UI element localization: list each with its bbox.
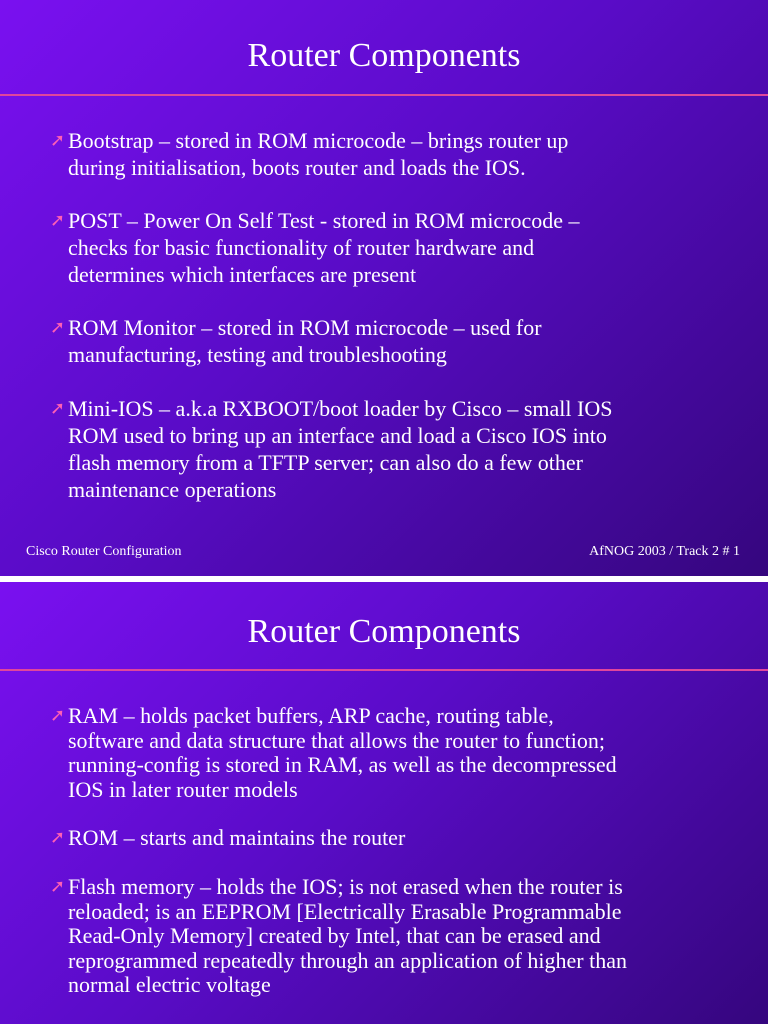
bullet-line: maintenance operations (68, 477, 277, 502)
bullet-line: ROM Monitor – stored in ROM microcode – used for (68, 315, 542, 340)
bullet-line: ROM – starts and maintains the router (68, 825, 406, 850)
bullet-line: software and data structure that allows the router to function; (68, 727, 605, 753)
slide-2 (0, 582, 768, 1024)
bullet-line: Bootstrap – stored in ROM microcode – brings router up (68, 128, 569, 153)
bullet-line: RAM – holds packet buffers, ARP cache, routing table, (68, 703, 554, 728)
bullet-line: flash memory from a TFTP server; can also do a few other (68, 450, 584, 475)
footer-page-info: AfNOG 2003 / Track 2 # 1 (589, 544, 740, 559)
bullet-line: reprogrammed repeatedly through an application of higher than (68, 947, 627, 973)
bullet-line: checks for basic functionality of router hardware and (68, 235, 535, 260)
arrow-bullet-icon: ➚ (50, 130, 66, 150)
arrow-bullet-icon: ➚ (50, 827, 66, 847)
slide-title: Router Components (247, 37, 521, 74)
bullet-line: ROM used to bring up an interface and load a Cisco IOS into (68, 423, 607, 448)
bullet-line: Flash memory – holds the IOS; is not erased when the router is (68, 874, 623, 899)
bullet-line: IOS in later router models (68, 776, 298, 802)
title-divider (0, 669, 768, 671)
bullet-line: during initialisation, boots router and loads the IOS. (68, 155, 526, 180)
bullet-item (50, 703, 740, 802)
arrow-bullet-icon: ➚ (50, 705, 66, 725)
arrow-bullet-icon: ➚ (50, 317, 66, 337)
bullet-item (50, 207, 740, 288)
bullet-item (50, 127, 740, 181)
bullet-item (50, 825, 740, 851)
bullet-line: normal electric voltage (68, 972, 271, 997)
bullet-line: determines which interfaces are present (68, 262, 417, 287)
bullet-line: Mini-IOS – a.k.a RXBOOT/boot loader by Cisco – small IOS (68, 396, 613, 421)
arrow-bullet-icon: ➚ (50, 876, 66, 896)
bullet-line: Read-Only Memory] created by Intel, that can be erased and (68, 923, 601, 948)
bullet-item (50, 395, 740, 503)
bullet-item (50, 314, 740, 368)
bullet-item (50, 874, 740, 998)
title-divider (0, 94, 768, 96)
slide-title: Router Components (247, 613, 521, 650)
arrow-bullet-icon: ➚ (50, 210, 66, 230)
bullet-line: manufacturing, testing and troubleshooting (68, 342, 447, 367)
arrow-bullet-icon: ➚ (50, 398, 66, 418)
bullet-line: running-config is stored in RAM, as well as the decompressed (68, 752, 617, 777)
bullet-line: POST – Power On Self Test - stored in ROM microcode – (68, 208, 580, 233)
bullet-line: reloaded; is an EEPROM [Electrically Erasable Programmable (68, 898, 622, 924)
footer-course-title: Cisco Router Configuration (26, 544, 182, 559)
